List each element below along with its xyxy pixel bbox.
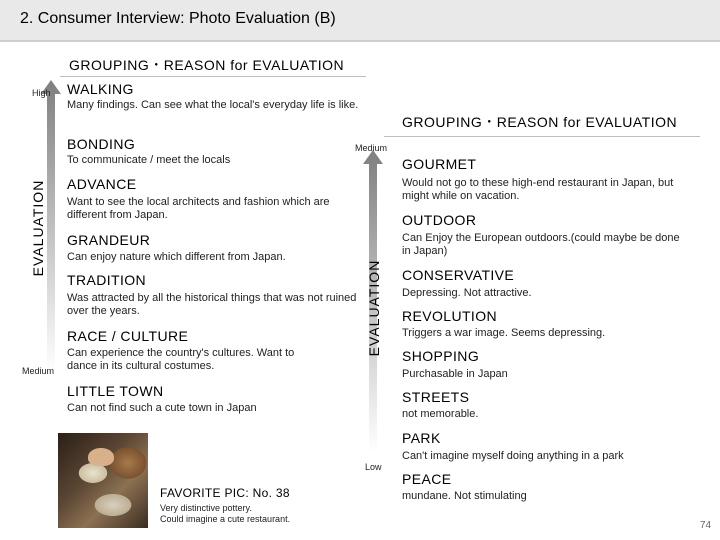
- category-little-town: LITTLE TOWN: [67, 383, 164, 399]
- category-park-desc: Can't imagine myself doing anything in a park: [402, 450, 624, 462]
- category-gourmet-desc: Would not go to these high-end restaurant in Japan, but might while on vacation.: [402, 177, 674, 202]
- category-grandeur-desc: Can enjoy nature which different from Japan.: [67, 251, 286, 263]
- category-advance-desc: Want to see the local architects and fashion which are different from Japan.: [67, 196, 330, 221]
- category-tradition-desc: Was attracted by all the historical things that was not ruined over the years.: [67, 292, 357, 317]
- category-revolution-desc: Triggers a war image. Seems depressing.: [402, 327, 606, 339]
- category-race-culture: RACE / CULTURE: [67, 328, 189, 344]
- right-header-rule: [384, 136, 700, 137]
- category-bonding-desc: To communicate / meet the locals: [67, 154, 231, 166]
- right-section-header: GROUPING・REASON for EVALUATION: [402, 114, 678, 130]
- right-axis-bottom-label: Low: [365, 462, 382, 472]
- category-peace-desc: mundane. Not stimulating: [402, 490, 527, 502]
- category-outdoor-desc: Can Enjoy the European outdoors.(could maybe be done in Japan): [402, 232, 680, 257]
- left-axis-top-label: High: [32, 88, 51, 98]
- category-tradition: TRADITION: [67, 272, 147, 288]
- category-walking: WALKING: [67, 81, 134, 97]
- category-race-culture-desc: Can experience the country's cultures. Want to dance in its cultural costumes.: [67, 347, 295, 372]
- left-section-header: GROUPING・REASON for EVALUATION: [69, 57, 345, 73]
- category-little-town-desc: Can not find such a cute town in Japan: [67, 402, 257, 414]
- category-streets: STREETS: [402, 389, 470, 405]
- favorite-pic-note-2: Could imagine a cute restaurant.: [160, 514, 291, 524]
- favorite-pic-label: FAVORITE PIC: No. 38: [160, 486, 290, 500]
- category-park: PARK: [402, 430, 441, 446]
- page-number: 74: [700, 520, 712, 531]
- category-gourmet: GOURMET: [402, 156, 477, 172]
- left-header-rule: [60, 76, 366, 77]
- right-axis-top-label: Medium: [355, 143, 388, 153]
- left-axis-bottom-label: Medium: [22, 366, 55, 376]
- category-conservative-desc: Depressing. Not attractive.: [402, 287, 532, 299]
- category-walking-desc: Many findings. Can see what the local's everyday life is like.: [67, 99, 359, 111]
- category-peace: PEACE: [402, 471, 452, 487]
- category-shopping: SHOPPING: [402, 348, 480, 364]
- right-axis-label: EVALUATION: [366, 259, 382, 357]
- category-revolution: REVOLUTION: [402, 308, 498, 324]
- page-title: 2. Consumer Interview: Photo Evaluation (B): [20, 10, 336, 27]
- favorite-pic-note-1: Very distinctive pottery.: [160, 503, 252, 513]
- category-outdoor: OUTDOOR: [402, 212, 477, 228]
- favorite-photo-detail: [88, 448, 114, 466]
- category-grandeur: GRANDEUR: [67, 232, 151, 248]
- category-shopping-desc: Purchasable in Japan: [402, 368, 508, 380]
- category-advance: ADVANCE: [67, 176, 137, 192]
- category-bonding: BONDING: [67, 136, 136, 152]
- category-streets-desc: not memorable.: [402, 408, 479, 420]
- category-conservative: CONSERVATIVE: [402, 267, 515, 283]
- left-axis-label: EVALUATION: [30, 179, 46, 277]
